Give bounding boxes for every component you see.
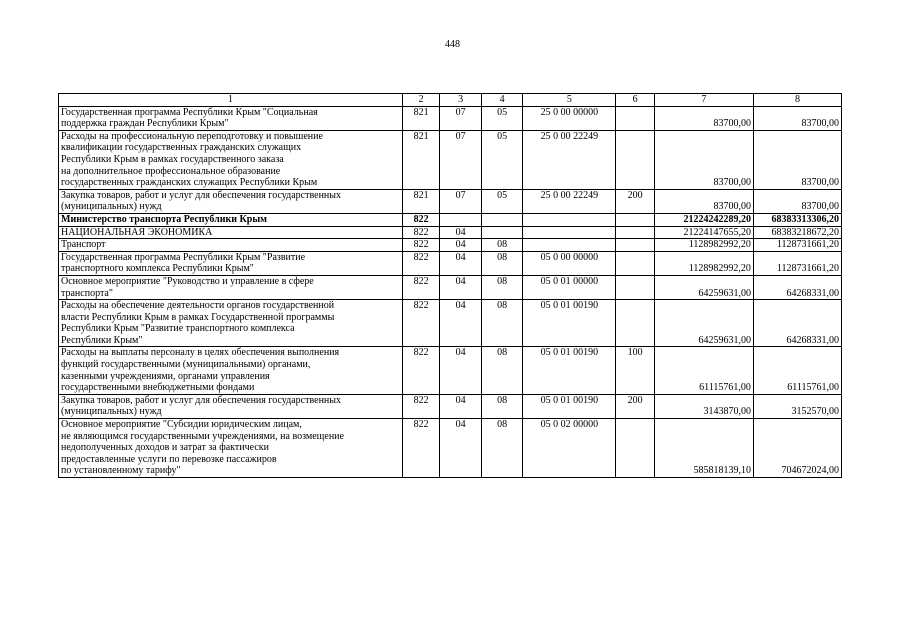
cell-expense-type (616, 251, 654, 275)
cell-expense-type: 200 (616, 394, 654, 418)
cell-amount-year-2: 3152570,00 (753, 394, 841, 418)
cell-expense-type (616, 419, 654, 478)
cell-ministry-code: 822 (402, 347, 439, 394)
cell-section-code: 04 (440, 419, 481, 478)
cell-section-code: 04 (440, 226, 481, 239)
column-header: 8 (753, 94, 841, 107)
column-header: 4 (481, 94, 522, 107)
cell-ministry-code: 822 (402, 275, 439, 299)
column-header: 3 (440, 94, 481, 107)
cell-amount-year-1: 61115761,00 (654, 347, 753, 394)
cell-target-article (523, 239, 616, 252)
cell-ministry-code: 822 (402, 394, 439, 418)
page-number: 448 (445, 39, 460, 50)
cell-subsection-code: 08 (481, 419, 522, 478)
column-header: 6 (616, 94, 654, 107)
cell-target-article: 05 0 01 00190 (523, 394, 616, 418)
cell-ministry-code: 821 (402, 106, 439, 130)
cell-subsection-code: 08 (481, 347, 522, 394)
cell-target-article (523, 226, 616, 239)
cell-amount-year-1: 83700,00 (654, 130, 753, 189)
cell-target-article: 25 0 00 22249 (523, 130, 616, 189)
table-row (59, 251, 842, 275)
cell-description: Основное мероприятие "Субсидии юридическим лицам, не являющимся государственными учреждениями, на возмещение недополученных доходов и затрат за фактически предоставленные услуги по перевозке пассажиров по установленному тарифу" (59, 419, 403, 478)
cell-amount-year-2: 68383313306,20 (753, 213, 841, 226)
table-row (59, 189, 842, 213)
cell-target-article: 05 0 00 00000 (523, 251, 616, 275)
cell-description: НАЦИОНАЛЬНАЯ ЭКОНОМИКА (59, 226, 403, 239)
cell-ministry-code: 822 (402, 213, 439, 226)
cell-amount-year-2: 83700,00 (753, 106, 841, 130)
cell-ministry-code: 822 (402, 226, 439, 239)
table-row (59, 106, 842, 130)
cell-expense-type: 200 (616, 189, 654, 213)
cell-target-article (523, 213, 616, 226)
cell-expense-type (616, 239, 654, 252)
table-header-row (59, 94, 842, 107)
cell-target-article: 25 0 00 00000 (523, 106, 616, 130)
cell-description: Основное мероприятие "Руководство и управление в сфере транспорта" (59, 275, 403, 299)
cell-amount-year-1: 83700,00 (654, 106, 753, 130)
column-header: 2 (402, 94, 439, 107)
cell-section-code: 07 (440, 106, 481, 130)
table-row (59, 226, 842, 239)
cell-expense-type: 100 (616, 347, 654, 394)
cell-ministry-code: 821 (402, 189, 439, 213)
cell-description: Закупка товаров, работ и услуг для обеспечения государственных (муниципальных) нужд (59, 394, 403, 418)
cell-target-article: 05 0 01 00000 (523, 275, 616, 299)
table-row (59, 130, 842, 189)
cell-section-code: 04 (440, 300, 481, 347)
table-row (59, 213, 842, 226)
cell-section-code: 04 (440, 251, 481, 275)
cell-amount-year-1: 3143870,00 (654, 394, 753, 418)
cell-section-code: 04 (440, 347, 481, 394)
cell-subsection-code: 08 (481, 251, 522, 275)
cell-subsection-code: 05 (481, 106, 522, 130)
budget-table (58, 93, 842, 478)
table-row (59, 239, 842, 252)
cell-description: Государственная программа Республики Крым "Развитие транспортного комплекса Республики Крым" (59, 251, 403, 275)
column-header: 7 (654, 94, 753, 107)
cell-subsection-code (481, 213, 522, 226)
cell-section-code: 07 (440, 189, 481, 213)
cell-description: Транспорт (59, 239, 403, 252)
cell-target-article: 05 0 02 00000 (523, 419, 616, 478)
cell-amount-year-2: 83700,00 (753, 189, 841, 213)
cell-description: Расходы на профессиональную переподготовку и повышение квалификации государственных гражданских служащих Республики Крым в рамках государственного заказа на дополнительное профессиональное образование государственных гражданских служащих Республики Крым (59, 130, 403, 189)
cell-subsection-code: 08 (481, 239, 522, 252)
cell-expense-type (616, 275, 654, 299)
cell-amount-year-1: 1128982992,20 (654, 239, 753, 252)
cell-amount-year-1: 64259631,00 (654, 300, 753, 347)
column-header: 5 (523, 94, 616, 107)
cell-description: Расходы на выплаты персоналу в целях обеспечения выполнения функций государственными (муниципальными) органами, казенными учреждениями, органами управления государственными внебюджетными фондами (59, 347, 403, 394)
cell-subsection-code: 08 (481, 275, 522, 299)
cell-target-article: 05 0 01 00190 (523, 347, 616, 394)
cell-amount-year-2: 64268331,00 (753, 300, 841, 347)
cell-description: Государственная программа Республики Крым "Социальная поддержка граждан Республики Крым" (59, 106, 403, 130)
cell-section-code: 07 (440, 130, 481, 189)
cell-amount-year-2: 68383218672,20 (753, 226, 841, 239)
cell-section-code: 04 (440, 275, 481, 299)
cell-subsection-code (481, 226, 522, 239)
cell-amount-year-2: 61115761,00 (753, 347, 841, 394)
cell-expense-type (616, 106, 654, 130)
cell-description: Расходы на обеспечение деятельности органов государственной власти Республики Крым в рамках Государственной программы Республики Крым "Развитие транспортного комплекса Республики Крым" (59, 300, 403, 347)
cell-expense-type (616, 300, 654, 347)
cell-section-code (440, 213, 481, 226)
cell-ministry-code: 822 (402, 419, 439, 478)
cell-description: Закупка товаров, работ и услуг для обеспечения государственных (муниципальных) нужд (59, 189, 403, 213)
cell-section-code: 04 (440, 239, 481, 252)
cell-ministry-code: 821 (402, 130, 439, 189)
cell-amount-year-2: 1128731661,20 (753, 251, 841, 275)
cell-expense-type (616, 130, 654, 189)
column-header: 1 (59, 94, 403, 107)
cell-amount-year-2: 1128731661,20 (753, 239, 841, 252)
cell-ministry-code: 822 (402, 239, 439, 252)
cell-amount-year-1: 585818139,10 (654, 419, 753, 478)
cell-ministry-code: 822 (402, 300, 439, 347)
cell-amount-year-1: 1128982992,20 (654, 251, 753, 275)
cell-description: Министерство транспорта Республики Крым (59, 213, 403, 226)
cell-expense-type (616, 226, 654, 239)
cell-subsection-code: 05 (481, 130, 522, 189)
cell-amount-year-2: 704672024,00 (753, 419, 841, 478)
cell-amount-year-1: 64259631,00 (654, 275, 753, 299)
cell-amount-year-1: 21224147655,20 (654, 226, 753, 239)
cell-section-code: 04 (440, 394, 481, 418)
cell-amount-year-1: 83700,00 (654, 189, 753, 213)
cell-ministry-code: 822 (402, 251, 439, 275)
cell-amount-year-2: 64268331,00 (753, 275, 841, 299)
cell-amount-year-2: 83700,00 (753, 130, 841, 189)
cell-expense-type (616, 213, 654, 226)
table-row (59, 347, 842, 394)
cell-subsection-code: 05 (481, 189, 522, 213)
cell-subsection-code: 08 (481, 300, 522, 347)
cell-amount-year-1: 21224242289,20 (654, 213, 753, 226)
table-row (59, 419, 842, 478)
table-row (59, 394, 842, 418)
cell-subsection-code: 08 (481, 394, 522, 418)
cell-target-article: 05 0 01 00190 (523, 300, 616, 347)
cell-target-article: 25 0 00 22249 (523, 189, 616, 213)
table-row (59, 275, 842, 299)
table-row (59, 300, 842, 347)
